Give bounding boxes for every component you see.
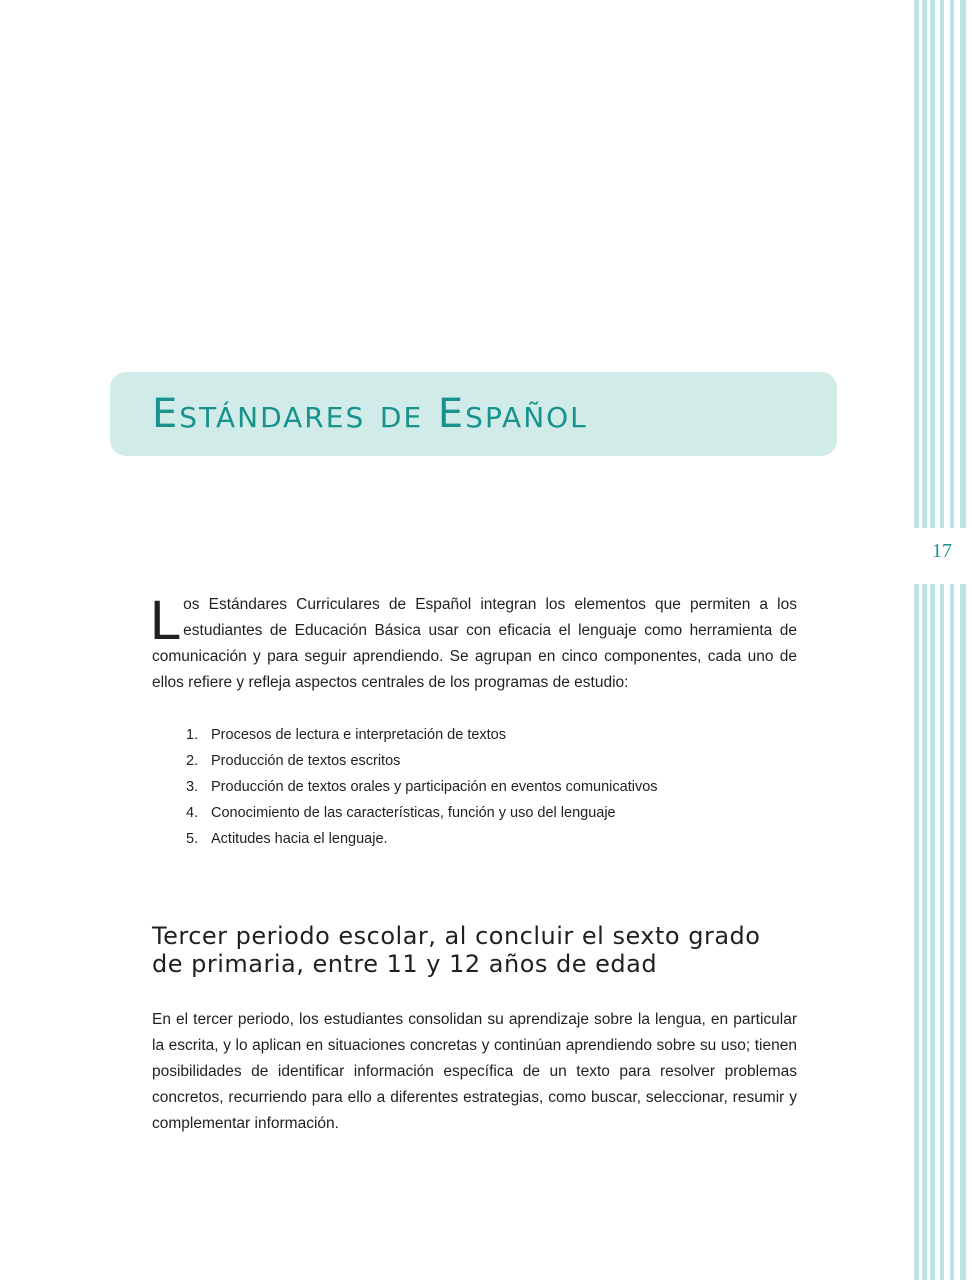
section-heading-line2: de primaria, entre 11 y 12 años de edad — [152, 950, 658, 978]
list-item-text: Producción de textos orales y participación en eventos comunicativos — [211, 779, 658, 795]
list-item — [186, 826, 658, 852]
section-heading — [152, 922, 812, 978]
intro-text: os Estándares Curriculares de Español integran los elementos que permiten a los estudiantes de Educación Básica usar con eficacia el lenguaje como herramienta de comunicación y para seguir aprendiendo. Se agrupan en cinco componentes, cada uno de ellos refiere y refleja aspectos centrales de los programas de estudio: — [152, 596, 797, 691]
list-item-number: 1. — [186, 727, 199, 743]
margin-stripe — [914, 0, 919, 1280]
list-item — [186, 722, 658, 748]
list-item-number: 3. — [186, 779, 199, 795]
list-item-text: Actitudes hacia el lenguaje. — [211, 831, 388, 847]
list-item-number: 2. — [186, 753, 199, 769]
list-item — [186, 774, 658, 800]
margin-stripe — [940, 0, 944, 1280]
list-item — [186, 748, 658, 774]
list-item-text: Producción de textos escritos — [211, 753, 401, 769]
list-item-text: Conocimiento de las características, función y uso del lenguaje — [211, 805, 616, 821]
page-title: Estándares de Español — [152, 391, 588, 437]
list-item — [186, 800, 658, 826]
section-body-paragraph: En el tercer periodo, los estudiantes consolidan su aprendizaje sobre la lengua, en particular la escrita, y lo aplican en situaciones concretas y continúan aprendiendo sobre su uso; tienen posibilidades de identificar información específica de un texto para resolver problemas concretos, recurriendo para ello a diferentes estrategias, como buscar, seleccionar, resumir y complementar información. — [152, 1011, 797, 1132]
margin-stripe — [930, 0, 935, 1280]
list-item-number: 5. — [186, 831, 199, 847]
list-item-text: Procesos de lectura e interpretación de textos — [211, 727, 506, 743]
intro-paragraph — [150, 588, 797, 696]
list-item-number: 4. — [186, 805, 199, 821]
page-number: 17 — [932, 540, 952, 562]
margin-stripe — [922, 0, 927, 1280]
margin-stripe — [950, 0, 954, 1280]
decorative-margin-stripes — [914, 0, 972, 1280]
margin-stripe — [960, 0, 966, 1280]
components-list — [186, 722, 658, 852]
drop-cap: L — [150, 588, 182, 651]
title-banner — [110, 372, 837, 456]
section-heading-line1: Tercer periodo escolar, al concluir el sexto grado — [152, 922, 761, 950]
